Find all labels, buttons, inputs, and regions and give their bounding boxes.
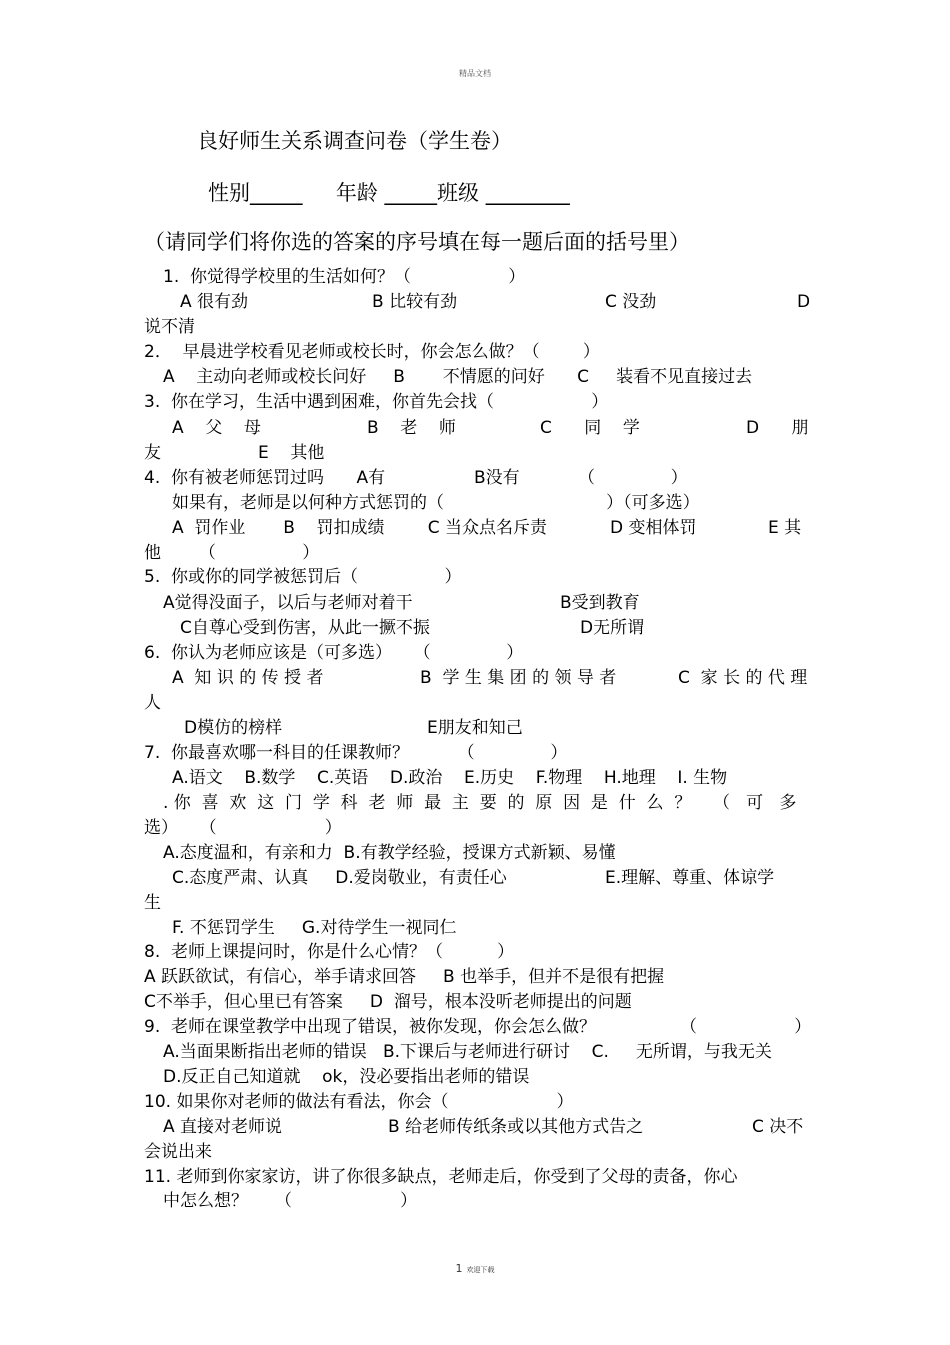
student-info-fields: 性别_____ 年龄 _____班级 ________ xyxy=(208,181,570,205)
question-line: 7. 你最喜欢哪一科目的任课教师？ （ ） xyxy=(144,743,568,763)
question-line: 11. 老师到你家家访，讲了你很多缺点，老师走后，你受到了父母的责备，你心 xyxy=(144,1167,738,1187)
question-line: C 没劲 xyxy=(605,292,657,312)
question-line: C 决不 xyxy=(752,1117,804,1137)
question-line: 9. 老师在课堂教学中出现了错误，被你发现，你会怎么做？ xyxy=(144,1017,597,1037)
question-line: A 父 母 xyxy=(172,418,261,438)
question-line: C 家 长 的 代 理 xyxy=(678,668,808,688)
question-line: 6. 你认为老师应该是（可多选） （ ） xyxy=(144,643,524,663)
question-line: E.理解、尊重、体谅学 xyxy=(605,868,775,888)
footer-text: 欢迎下载 xyxy=(466,1266,495,1274)
question-line: D.反正自己知道就 ok，没必要指出老师的错误 xyxy=(163,1067,530,1087)
question-line: 中怎么想？ （ ） xyxy=(163,1191,418,1211)
page-footer xyxy=(0,1262,950,1275)
question-line: E 其他 xyxy=(258,443,325,463)
question-line: C.态度严肃、认真 D.爱岗敬业，有责任心 xyxy=(172,868,507,888)
question-line: A.语文 B.数学 C.英语 D.政治 E.历史 F.物理 H.地理 I. 生物 xyxy=(172,768,728,788)
question-line: A 主动向老师或校长问好 B 不情愿的问好 C 装看不见直接过去 xyxy=(163,367,753,387)
question-line: 说不清 xyxy=(144,317,195,337)
question-line: E 其 xyxy=(768,518,802,538)
question-line: C 同 学 xyxy=(540,418,640,438)
question-line: 他 （ ） xyxy=(144,543,320,563)
question-line: D 变相体罚 xyxy=(610,518,697,538)
question-line: B 老 师 xyxy=(367,418,456,438)
questionnaire-title: 良好师生关系调查问卷（学生卷） xyxy=(197,129,512,153)
question-line: B没有 xyxy=(474,468,520,488)
question-line: D xyxy=(797,292,811,312)
question-line: A.态度温和，有亲和力 B.有教学经验，授课方式新颖、易懂 xyxy=(163,843,616,863)
question-line: 如果有，老师是以何种方式惩罚的（ ）（可多选） xyxy=(172,493,700,513)
question-line: A 直接对老师说 xyxy=(163,1117,283,1137)
question-line: 3. 你在学习，生活中遇到困难，你首先会找（ ） xyxy=(144,392,609,412)
question-line: （ ） xyxy=(578,468,688,488)
question-line: A觉得没面子，以后与老师对着干 xyxy=(163,593,413,613)
question-line: A 跃跃欲试，有信心，举手请求回答 B 也举手，但并不是很有把握 xyxy=(144,967,665,987)
question-line: A 很有劲 xyxy=(180,292,249,312)
question-line: 选） （ ） xyxy=(144,818,342,838)
question-line: 2． 早晨进学校看见老师或校长时，你会怎么做？（ ） xyxy=(144,342,600,362)
question-line: . 你 喜 欢 这 门 学 科 老 师 最 主 要 的 原 因 是 什 么 ？ （ 可 多 xyxy=(163,793,797,813)
question-line: B 比较有劲 xyxy=(372,292,458,312)
question-line: 5. 你或你的同学被惩罚后（ ） xyxy=(144,567,462,587)
question-line: A.当面果断指出老师的错误 B.下课后与老师进行研讨 C. 无所谓，与我无关 xyxy=(163,1042,772,1062)
question-line: D模仿的榜样 xyxy=(184,718,283,738)
instruction-text: （请同学们将你选的答案的序号填在每一题后面的括号里） xyxy=(144,230,690,254)
question-line: 4. 你有被老师惩罚过吗 A有 xyxy=(144,468,386,488)
question-line: 1. 你觉得学校里的生活如何？（ ） xyxy=(163,267,526,287)
question-line: B 学 生 集 团 的 领 导 者 xyxy=(420,668,617,688)
question-line: D无所谓 xyxy=(580,618,645,638)
question-line: 8. 老师上课提问时，你是什么心情？（ ） xyxy=(144,942,515,962)
question-line: 生 xyxy=(144,893,161,913)
question-line: F. 不惩罚学生 G.对待学生一视同仁 xyxy=(172,918,457,938)
question-line: 友 xyxy=(144,443,161,463)
question-line: C不举手，但心里已有答案 D 溜号，根本没听老师提出的问题 xyxy=(144,992,632,1012)
question-line: B 给老师传纸条或以其他方式告之 xyxy=(388,1117,644,1137)
page-number: 1 xyxy=(455,1262,463,1275)
question-line: E朋友和知己 xyxy=(427,718,523,738)
question-line: A 知 识 的 传 授 者 xyxy=(172,668,324,688)
question-line: 会说出来 xyxy=(144,1142,212,1162)
question-line: C自尊心受到伤害，从此一撅不振 xyxy=(180,618,430,638)
question-line: （ ） xyxy=(680,1017,812,1037)
page-header: 精品文档 xyxy=(459,69,491,78)
question-line: 人 xyxy=(144,693,161,713)
question-line: 10. 如果你对老师的做法有看法，你会（ ） xyxy=(144,1092,574,1112)
question-line: B受到教育 xyxy=(560,593,640,613)
question-line: A 罚作业 B 罚扣成绩 C 当众点名斥责 xyxy=(172,518,548,538)
question-line: D 朋 xyxy=(746,418,809,438)
